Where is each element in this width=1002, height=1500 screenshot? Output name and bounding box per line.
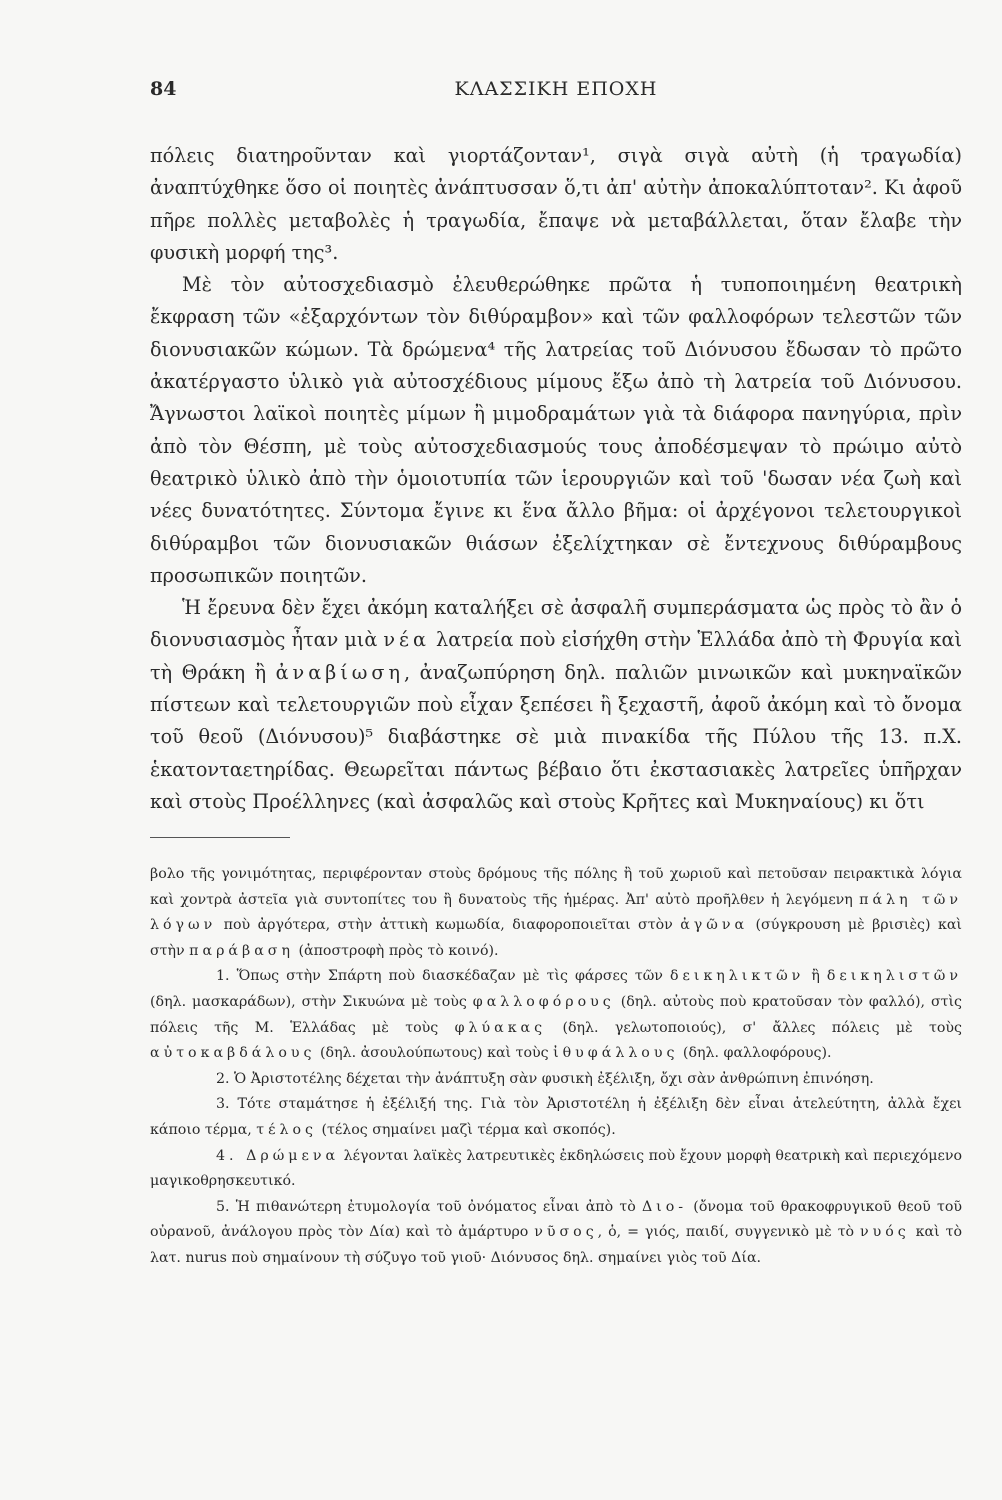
spaced-term: 4. Δρώμενα (216, 1147, 340, 1164)
footnote-text: (δηλ. φαλλοφόρους). (678, 1045, 832, 1062)
footnote-text: βολο τῆς γονιμότητας, περιφέρονταν στοὺς δρόμους τῆς πόλης ἢ τοῦ χωριοῦ καὶ πετοῦσαν πειρακτικὰ λόγια καὶ χοντρὰ ἀστεῖα γιὰ συντοπίτες του ἢ δυνατοὺς τῆς ἡμέρας. Ἀπ' αὐτὸ προῆλθεν ἡ λεγόμενη (150, 866, 962, 908)
spaced-term: δεικηλικτῶν (669, 968, 805, 985)
footnote-1 (150, 964, 962, 1066)
paragraph-3-text-a: Ἡ ἔρευνα δὲν ἔχει ἀκόμη καταλήξει σὲ ἀσφαλῆ συμπεράσματα ὡς πρὸς τὸ ἂν ὁ διονυσιασμὸς ἦταν μιὰ (150, 596, 962, 652)
footnote-text: 5. Ἡ πιθανώτερη ἐτυμολογία τοῦ ὀνόματος εἶναι ἀπὸ τὸ (216, 1198, 642, 1215)
spaced-term: παράβαση (189, 942, 294, 959)
footnote-text: λέγονται λαϊκὲς λατρευτικὲς ἐκδηλώσεις ποὺ ἔχουν μορφὴ θεατρικὴ καὶ περιεχόμενο μαγικοθρησκευτικό. (150, 1147, 962, 1190)
spaced-term: νυός (860, 1224, 910, 1241)
footnote-3 (150, 1092, 962, 1143)
footnotes (150, 862, 962, 1272)
footnote-text: (δηλ. μασκαράδων), στὴν Σικυώνα μὲ τοὺς (150, 993, 473, 1010)
running-title: ΚΛΑΣΣΙΚΗ ΕΠΟΧΗ (454, 78, 658, 100)
footnote-separator (150, 837, 290, 838)
page-number: 84 (150, 78, 177, 100)
footnote-text: (ἀποστροφὴ πρὸς τὸ κοινό). (293, 942, 499, 959)
footnote-text: (δηλ. αὐτοὺς ποὺ κρατοῦσαν τὸν φαλλό), στὶς πόλεις τῆς Μ. Ἑλλάδας μὲ τοὺς (150, 993, 962, 1036)
paragraph-3-text-c: , ἀναζωπύρηση δηλ. παλιῶν μινωικῶν καὶ μυκηναϊκῶν πίστεων καὶ τελετουργιῶν ποὺ εἶχαν ξεπέσει ἢ ξεχαστῆ, ἀφοῦ ἀκόμη καὶ τὸ ὄνομα τοῦ θεοῦ (Διόνυσου)⁵ διαβάστηκε σὲ μιὰ πινακίδα τῆς Πύλου τῆς 13. π.Χ. ἑκατονταετηρίδας. Θεωρεῖται πάντως βέβαιο ὅτι ἐκστασιακὲς λατρεῖες ὑπῆρχαν καὶ στοὺς Προέλληνες (καὶ ἀσφαλῶς καὶ στοὺς Κρῆτες καὶ Μυκηναίους) κι ὅτι (150, 660, 962, 813)
spaced-term: φλύακας (454, 1019, 547, 1036)
footnote-4 (150, 1144, 962, 1195)
footnote-text: (δηλ. ἀσουλούπωτους) καὶ τοὺς (315, 1045, 554, 1062)
spaced-word-nea: νέα (383, 628, 430, 652)
paragraph-2: Μὲ τὸν αὐτοσχεδιασμὸ ἐλευθερώθηκε πρῶτα ἡ τυποποιημένη θεατρικὴ ἔκφραση τῶν «ἐξαρχόντων τὸν διθύραμβον» καὶ τῶν φαλλοφόρων τελεστῶν τῶν διονυσιακῶν κώμων. Τὰ δρώμενα⁴ τῆς λατρείας τοῦ Διόνυσου ἔδωσαν τὸ πρῶτο ἀκατέργαστο ὑλικὸ γιὰ αὐτοσχέδιους μίμους ἔξω ἀπὸ τὴ λατρεία τοῦ Διόνυσου. Ἄγνωστοι λαϊκοὶ ποιητὲς μίμων ἢ μιμοδραμάτων γιὰ τὰ διάφορα πανηγύρια, πρὶν ἀπὸ τὸν Θέσπη, μὲ τοὺς αὐτοσχεδιασμούς τους ἀποδέσμεψαν τὸ πρώιμο αὐτὸ θεατρικὸ ὑλικὸ ἀπὸ τὴν ὁμοιοτυπία τῶν ἱερουργιῶν καὶ τοῦ 'δωσαν νέα ζωὴ καὶ νέες δυνατότητες. Σύντομα ἔγινε κι ἕνα ἄλλο βῆμα: οἱ ἀρχέγονοι τελετουργικοὶ διθύραμβοι τῶν διονυσιακῶν θιάσων ἐξελίχτηκαν σὲ ἔντεχνους διθύραμβους προσωπικῶν ποιητῶν. (150, 273, 962, 587)
footnote-text: (σύγκρουση μὲ βρισιὲς) καὶ στὴν (150, 917, 962, 959)
spaced-term: αὐτοκαβδάλους (150, 1045, 316, 1062)
spaced-term: φαλλοφόρους (472, 993, 615, 1010)
footnote-text: (ὄνομα τοῦ θρακοφρυγικοῦ θεοῦ τοῦ οὐρανοῦ, ἀνάλογου πρὸς τὸν Δία) καὶ τὸ ἀμάρτυρο (150, 1198, 963, 1241)
spaced-term: ἰθυφάλλους (553, 1045, 679, 1062)
spaced-word-anabiosi: ἀναβίωση (275, 660, 405, 684)
footnote-5 (150, 1195, 962, 1272)
footnote-text: 1. Ὅπως στὴν Σπάρτη ποὺ διασκέδαζαν μὲ τὶς φάρσες τῶν (216, 968, 670, 985)
footnote-continued (150, 862, 962, 964)
footnote-text: ἢ (804, 968, 827, 985)
footnote-text: καὶ τὸ λατ. nurus ποὺ σημαίνουν τὴ σύζυγο τοῦ γιοῦ· Διόνυσος δηλ. σημαίνει γιὸς τοῦ Δία. (150, 1224, 962, 1266)
footnote-text: , ὁ, = γιός, παιδί, συγγενικὸ μὲ τὸ (597, 1224, 861, 1241)
footnote-text: (δηλ. γελωτοποιούς), σ' ἄλλες πόλεις μὲ τοὺς (546, 1019, 962, 1036)
paragraph-3-text-b: λατρεία ποὺ εἰσήχθη στὴν Ἑλλάδα ἀπὸ τὴ Φρυγία καὶ τὴ Θράκη ἢ (150, 628, 962, 684)
paragraph-3 (150, 592, 962, 818)
spaced-term: πάλη τῶν λόγων (150, 891, 962, 934)
spaced-term: τέλος (256, 1121, 317, 1138)
spaced-term: δεικηλιστῶν (826, 968, 962, 985)
footnote-2: 2. Ὁ Ἀριστοτέλης δέχεται τὴν ἀνάπτυξη σὰν φυσικὴ ἐξέλιξη, ὄχι σὰν ἀνθρώπινη ἐπινόηση. (216, 1070, 874, 1087)
spaced-term: ἀγῶνα (680, 917, 749, 934)
running-head (150, 78, 962, 108)
footnote-text: 3. Τότε σταμάτησε ἡ ἐξέλιξή της. Γιὰ τὸν Ἀριστοτέλη ἡ ἐξέλιξη δὲν εἶναι ἀτελεύτητη, ἀλλὰ ἔχει κάποιο τέρμα, (150, 1096, 962, 1138)
main-text (150, 140, 962, 818)
footnote-text: (τέλος σημαίνει μαζὶ τέρμα καὶ σκοπός). (316, 1121, 616, 1138)
spaced-term: νῦσος (534, 1224, 598, 1241)
spaced-term: Διο- (641, 1198, 688, 1215)
paragraph-1: πόλεις διατηροῦνταν καὶ γιορτάζονταν¹, σιγὰ σιγὰ αὐτὴ (ἡ τραγωδία) ἀναπτύχθηκε ὅσο οἱ ποιητὲς ἀνάπτυσσαν ὅ,τι ἀπ' αὐτὴν ἀποκαλύπτοταν². Κι ἀφοῦ πῆρε πολλὲς μεταβολὲς ἡ τραγωδία, ἔπαψε νὰ μεταβάλλεται, ὅταν ἔλαβε τὴν φυσικὴ μορφή της³. (150, 144, 962, 264)
footnote-text: ποὺ ἀργότερα, στὴν ἀττικὴ κωμωδία, διαφοροποιεῖται στὸν (216, 917, 681, 934)
